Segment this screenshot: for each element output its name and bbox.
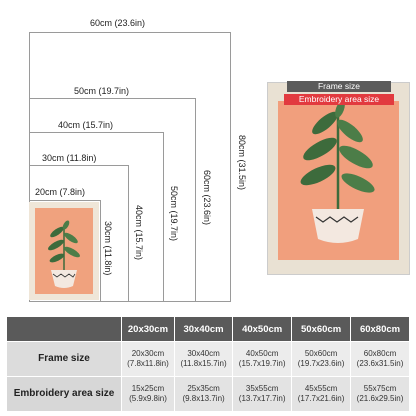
table-header-cell: 50x60cm xyxy=(292,317,351,342)
height-label-50: 50cm (19.7in) xyxy=(169,186,179,242)
height-label-80: 80cm (31.5in) xyxy=(237,135,247,191)
table-cell: 35x55cm (13.7x17.7in) xyxy=(233,377,292,412)
table-cell: 15x25cm (5.9x9.8in) xyxy=(122,377,175,412)
embroidery-area-size-tag: Embroidery area size xyxy=(284,94,394,105)
table-header-cell xyxy=(7,317,122,342)
height-label-60: 60cm (23.6in) xyxy=(202,170,212,226)
large-artwork-embroidery-area xyxy=(278,101,399,260)
table-cell: 45x55cm (17.7x21.6in) xyxy=(292,377,351,412)
size-table xyxy=(6,316,410,412)
small-artwork-preview xyxy=(29,202,99,300)
table-row xyxy=(7,342,410,377)
frame-size-tag: Frame size xyxy=(287,81,391,92)
small-artwork-embroidery-area xyxy=(35,208,93,294)
height-label-30: 30cm (11.8in) xyxy=(103,221,113,276)
table-cell: 40x50cm (15.7x19.7in) xyxy=(233,342,292,377)
row-label-frame-size: Frame size xyxy=(7,342,122,377)
table-cell: 30x40cm (11.8x15.7in) xyxy=(174,342,232,377)
table-header-cell: 30x40cm xyxy=(174,317,232,342)
large-artwork-preview xyxy=(268,83,409,274)
large-plant-icon xyxy=(278,101,399,260)
table-cell: 55x75cm (21.6x29.5in) xyxy=(351,377,410,412)
table-header-cell: 20x30cm xyxy=(122,317,175,342)
width-label-50: 50cm (19.7in) xyxy=(74,86,130,96)
table-header-cell: 40x50cm xyxy=(233,317,292,342)
width-label-20: 20cm (7.8in) xyxy=(35,187,86,197)
table-header-cell: 60x80cm xyxy=(351,317,410,342)
small-plant-icon xyxy=(35,208,93,294)
width-label-30: 30cm (11.8in) xyxy=(42,153,97,163)
table-cell: 60x80cm (23.6x31.5in) xyxy=(351,342,410,377)
table-cell: 20x30cm (7.8x11.8in) xyxy=(122,342,175,377)
table-cell: 50x60cm (19.7x23.6in) xyxy=(292,342,351,377)
width-label-40: 40cm (15.7in) xyxy=(58,120,114,130)
height-label-40: 40cm (15.7in) xyxy=(134,205,144,261)
table-row xyxy=(7,377,410,412)
row-label-embroidery-area-size: Embroidery area size xyxy=(7,377,122,412)
width-label-60: 60cm (23.6in) xyxy=(90,18,146,28)
table-cell: 25x35cm (9.8x13.7in) xyxy=(174,377,232,412)
table-header-row xyxy=(7,317,410,342)
